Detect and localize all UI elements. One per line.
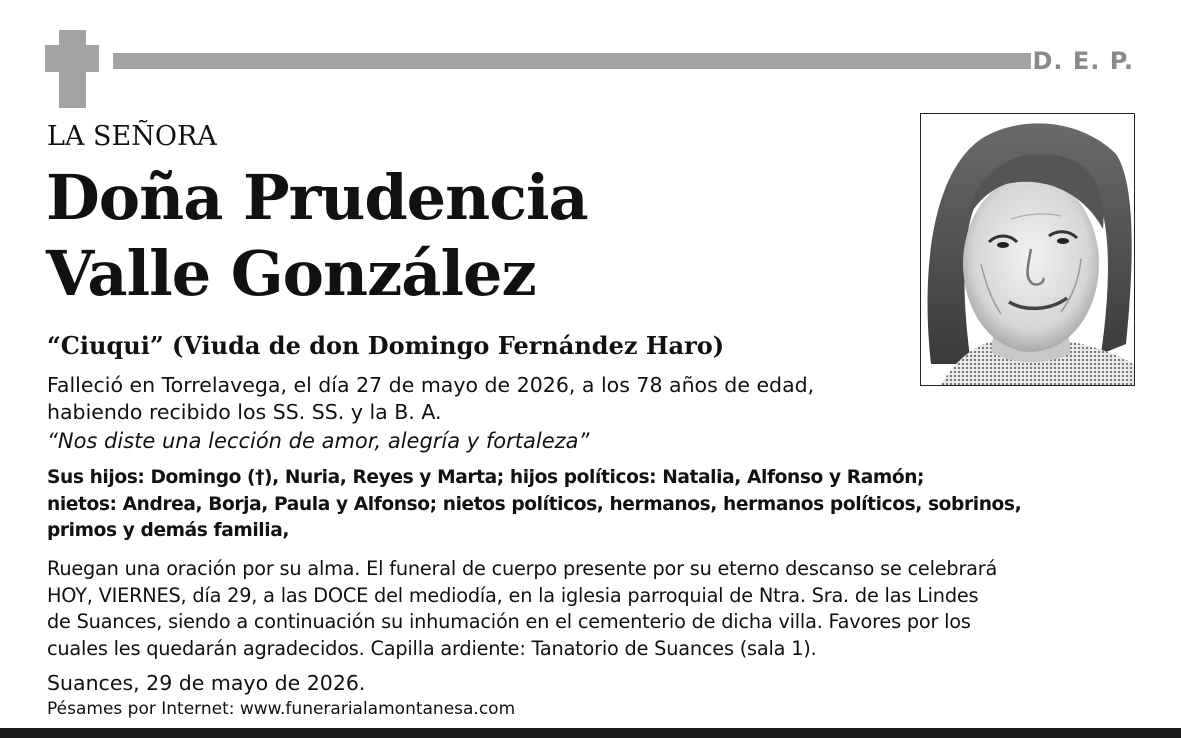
funeral-line: cuales les quedarán agradecidos. Capilla ardiente: Tanatorio de Suances (sala 1).	[47, 636, 817, 660]
funeral-line: HOY, VIERNES, día 29, a las DOCE del mediodía, en la iglesia parroquial de Ntra. Sra. de las Lindes	[47, 583, 979, 607]
funeral-line: de Suances, siendo a continuación su inhumación en el cementerio de dicha villa. Favores por los	[47, 610, 971, 633]
death-notice-line: habiendo recibido los SS. SS. y la B. A.	[47, 399, 442, 424]
footer-rule	[0, 728, 1181, 738]
title-label: LA SEÑORA	[47, 121, 217, 152]
funeral-line: Ruegan una oración por su alma. El funeral de cuerpo presente por su eterno descanso se celebrará	[47, 557, 998, 580]
cross-horizontal-bar	[45, 45, 99, 72]
nickname-line: “Ciuqui” (Viuda de don Domingo Fernández Haro)	[47, 331, 725, 360]
condolences-website: Pésames por Internet: www.funerarialamontanesa.com	[47, 699, 516, 719]
family-list	[47, 465, 1021, 545]
header-rule	[113, 53, 1031, 69]
portrait-photo	[920, 113, 1135, 386]
funeral-details	[47, 556, 997, 662]
death-notice	[47, 372, 814, 425]
death-notice-line: Falleció en Torrelavega, el día 27 de mayo de 2026, a los 78 años de edad,	[47, 373, 815, 397]
family-line: Sus hijos: Domingo (†), Nuria, Reyes y Marta; hijos políticos: Natalia, Alfonso y Ramón;	[47, 467, 925, 488]
family-line: nietos: Andrea, Borja, Paula y Alfonso; nietos políticos, hermanos, hermanos políticos, sobrinos,	[47, 493, 1022, 515]
portrait-image	[921, 114, 1134, 385]
deceased-name	[46, 160, 588, 312]
memorial-quote: “Nos diste una lección de amor, alegría y fortaleza”	[47, 429, 590, 453]
dep-heading: D. E. P.	[1032, 47, 1134, 75]
place-and-date: Suances, 29 de mayo de 2026.	[47, 671, 366, 695]
name-line-2: Valle González	[46, 237, 536, 310]
name-line-1: Doña Prudencia	[46, 161, 588, 234]
family-line: primos y demás familia,	[47, 520, 290, 541]
